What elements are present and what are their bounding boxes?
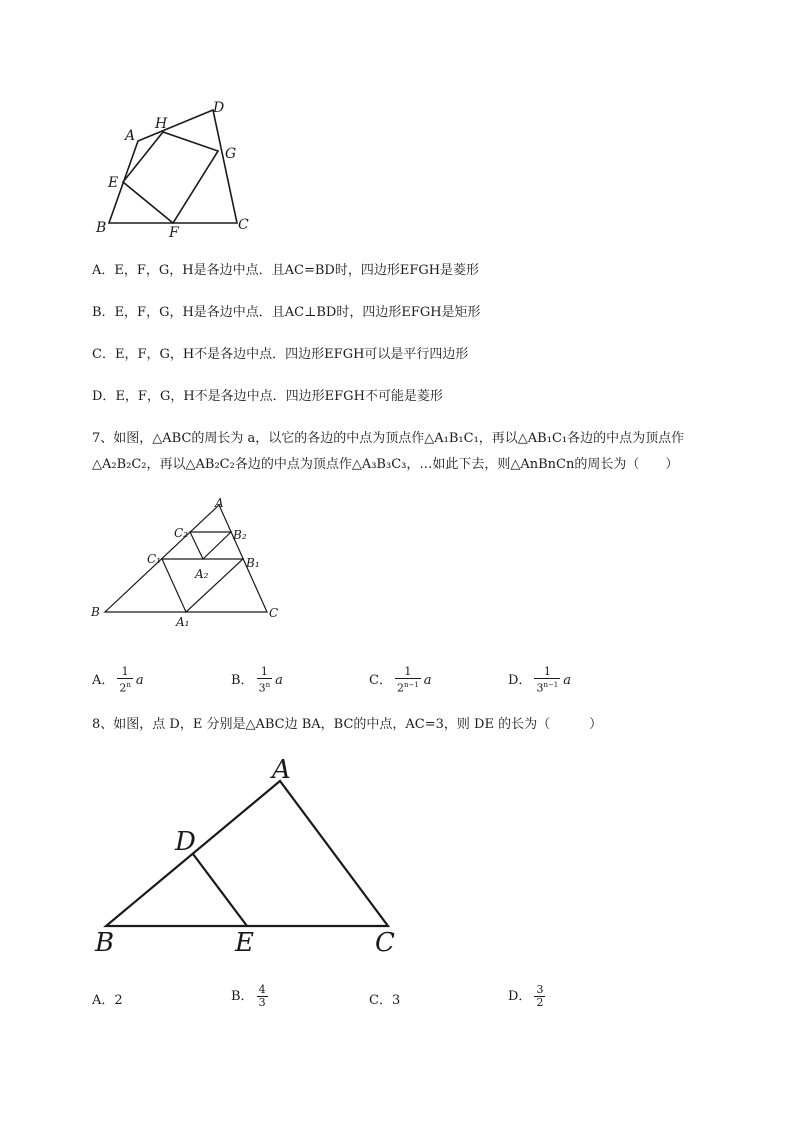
quad-abcd: [109, 110, 237, 223]
q7-option-a: A． $\frac{1}{2^n}$ a: [92, 665, 144, 695]
label-A: A: [125, 128, 136, 144]
triangle-abc: [106, 781, 388, 926]
q6-option-c: C．E，F，G，H不是各边中点．四边形EFGH可以是平行四边形: [92, 347, 469, 362]
q7-option-d: D． $\frac{1}{3^{n-1}}$ a: [508, 665, 572, 695]
q6-option-b: B．E，F，G，H是各边中点．且AC⊥BD时，四边形EFGH是矩形: [92, 305, 481, 320]
q7-stem-line1: 7、如图，△ABC的周长为 a，以它的各边的中点为顶点作△A₁B₁C₁，再以△AB₁C₁各边的中点为顶点作: [92, 431, 685, 446]
label-F: F: [169, 225, 179, 241]
label-C1: C₁: [147, 552, 161, 566]
q8-option-d: D． $\frac{3}{2}$: [508, 983, 544, 1009]
triangle-a2b2c2: [190, 532, 231, 559]
q7-option-c: C． $\frac{1}{2^{n-1}}$ a: [369, 665, 432, 695]
label-D: D: [213, 100, 225, 116]
q8-stem: 8、如图，点 D，E 分别是△ABC边 BA，BC的中点，AC=3，则 DE 的长为（ ）: [92, 717, 603, 732]
label-E: E: [108, 175, 119, 191]
quad-efgh: [123, 132, 218, 223]
label-G: G: [225, 146, 237, 162]
q8-option-c: C．3: [369, 993, 401, 1008]
label-C: C: [375, 928, 395, 958]
q6-option-a: A．E，F，G，H是各边中点．且AC=BD时，四边形EFGH是菱形: [92, 263, 480, 278]
label-C: C: [269, 606, 279, 620]
label-H: H: [155, 116, 168, 132]
quadrilateral-figure: [85, 95, 265, 245]
q8-option-a: A．2: [92, 993, 123, 1008]
q7-stem-line2: △A₂B₂C₂，再以△AB₂C₂各边的中点为顶点作△A₃B₃C₃，…如此下去，则△AnBnCn的周长为（ ）: [92, 457, 679, 472]
label-C2: C₂: [174, 526, 188, 540]
nested-triangles-figure: [88, 495, 288, 630]
q6-option-d: D．E，F，G，H不是各边中点．四边形EFGH不可能是菱形: [92, 389, 443, 404]
segment-de: [193, 854, 247, 926]
label-D: D: [175, 827, 196, 857]
label-E: E: [235, 928, 254, 958]
label-B: B: [96, 220, 107, 236]
q7-option-b: B． $\frac{1}{3^n}$ a: [231, 665, 283, 695]
label-A1: A₁: [176, 615, 190, 629]
label-B1: B₁: [246, 556, 260, 570]
label-A: A: [215, 496, 224, 510]
label-B: B: [91, 605, 100, 619]
label-A: A: [272, 755, 291, 785]
label-A2: A₂: [195, 567, 209, 581]
label-B2: B₂: [233, 528, 247, 542]
q8-option-b: B． $\frac{4}{3}$: [231, 983, 266, 1009]
label-B: B: [95, 928, 115, 958]
triangle-de-figure: [90, 752, 410, 962]
label-C: C: [238, 217, 249, 233]
